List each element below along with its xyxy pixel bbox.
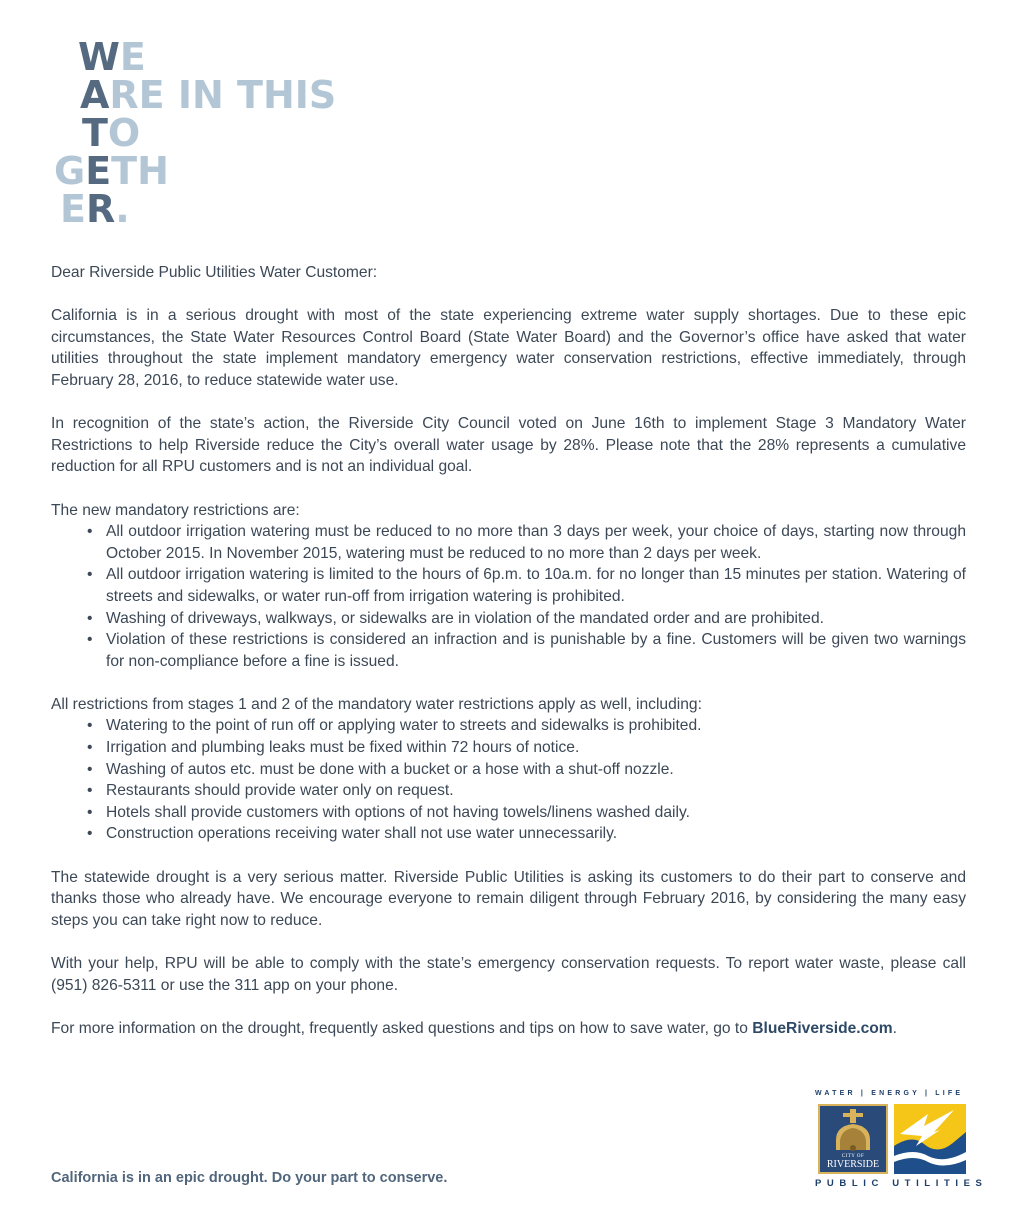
wave-icon (894, 1104, 966, 1174)
new-restrictions-intro: The new mandatory restrictions are: (51, 501, 300, 519)
paragraph-more-info (51, 1018, 966, 1040)
paragraph-report-waste: With your help, RPU will be able to comply with the state’s emergency conservation requests. To report water waste, please call (951) 826-5311 or use the 311 app on your phone. (51, 955, 966, 994)
stage-restrictions-list (51, 715, 966, 845)
paragraph-serious-matter: The statewide drought is a very serious matter. Riverside Public Utilities is asking its customers to do their part to conserve and thanks those who already have. We encourage everyone to remain diligent through February 2016, by considering the many easy steps you can take right now to reduce. (51, 868, 966, 929)
salutation: Dear Riverside Public Utilities Water Customer: (51, 264, 378, 281)
logo-tagline: WATER | ENERGY | LIFE (815, 1090, 964, 1097)
paragraph-drought: California is in a serious drought with most of the state experiencing extreme water supply shortages. Due to these epic circumstances, the State Water Resources Control Board (State Water Board) and the Governor’s office have asked that water utilities throughout the state implement mandatory emergency water conservation restrictions, effective immediately, through February 28, 2016, to reduce statewide water use. (51, 307, 966, 389)
logo-wordmark: PUBLIC UTILITIES (815, 1178, 988, 1189)
list-item: • Violation of these restrictions is considered an infraction and is punishable by a fine. Customers will be given two warnings for non-compliance before a fine is issued. (106, 629, 966, 672)
headline-text: O (107, 111, 141, 155)
list-item: • Washing of driveways, walkways, or sidewalks are in violation of the mandated order and are prohibited. (106, 608, 966, 630)
headline-text: RE IN THIS (109, 73, 337, 117)
list-item: • Watering to the point of run off or applying water to streets and sidewalks is prohibited. (106, 715, 966, 737)
list-item: • Washing of autos etc. must be done with a bucket or a hose with a shut-off nozzle. (106, 759, 966, 781)
headline-letter: W (78, 35, 120, 79)
mission-bell-icon (820, 1106, 886, 1154)
new-restrictions-list (51, 521, 966, 672)
headline-text: G (54, 149, 86, 193)
rpu-logo (815, 1090, 988, 1195)
letter-body (51, 262, 966, 1061)
headline-line-3 (82, 111, 338, 155)
headline-logo (52, 35, 337, 231)
city-name (820, 1154, 886, 1170)
headline-letter: T (82, 111, 108, 155)
headline-period: . (115, 187, 130, 231)
riverside-label: RIVERSIDE (826, 1159, 880, 1170)
blueriverside-link[interactable]: BlueRiverside.com (752, 1019, 893, 1037)
headline-line-1 (78, 35, 334, 79)
headline-letter: A (80, 73, 110, 117)
headline-line-4 (54, 149, 310, 193)
city-seal (818, 1104, 888, 1174)
list-item: • Construction operations receiving water shall not use water unnecessarily. (106, 823, 966, 845)
list-item: • Restaurants should provide water only on request. (106, 780, 966, 802)
headline-text: E (60, 187, 86, 231)
list-item: • All outdoor irrigation watering must be reduced to no more than 3 days per week, your choice of days, starting now through October 2015. In November 2015, watering must be reduced to no more than 2 days per week. (106, 521, 966, 564)
headline-letter: R (85, 187, 116, 231)
more-info-end: . (892, 1019, 898, 1037)
list-item: • Hotels shall provide customers with options of not having towels/linens washed daily. (106, 802, 966, 824)
list-item: • Irrigation and plumbing leaks must be fixed within 72 hours of notice. (106, 737, 966, 759)
headline-text: TH (111, 149, 169, 193)
city-of-label: CITY OF (841, 1154, 865, 1159)
headline-letter: E (85, 149, 112, 193)
paragraph-council: In recognition of the state’s action, the Riverside City Council voted on June 16th to implement Stage 3 Mandatory Water Restrictions to help Riverside reduce the City’s overall water usage by 28%. Please note that the 28% represents a cumulative reduction for all RPU customers and is not an individual goal. (51, 415, 966, 476)
list-item: • All outdoor irrigation watering is limited to the hours of 6p.m. to 10a.m. for no longer than 15 minutes per station. Watering of streets and sidewalks, or water run-off from irrigation watering is prohibited. (106, 564, 966, 607)
more-info-text: For more information on the drought, frequently asked questions and tips on how to save water, go to (51, 1019, 753, 1037)
headline-line-2 (80, 73, 337, 117)
headline-line-5 (60, 187, 316, 231)
footer-tagline: California is in an epic drought. Do your part to conserve. (51, 1170, 448, 1186)
stage-restrictions-intro: All restrictions from stages 1 and 2 of the mandatory water restrictions apply as well, including: (51, 695, 702, 713)
headline-text: E (119, 35, 146, 79)
